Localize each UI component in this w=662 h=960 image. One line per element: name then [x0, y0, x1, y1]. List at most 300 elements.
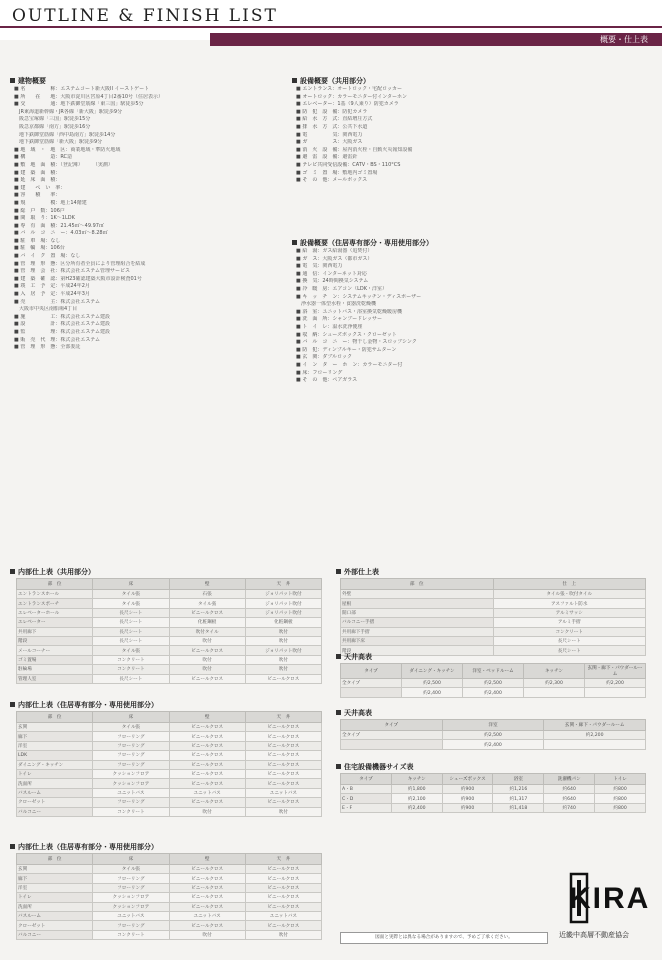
- table-cell: [341, 740, 443, 749]
- table-cell: アルミ手摺: [493, 618, 646, 627]
- column-header: 浴室: [493, 774, 544, 785]
- table-cell: 開口部: [341, 608, 494, 617]
- table-cell: C・D: [341, 794, 392, 803]
- spec-row: [296, 177, 652, 185]
- table-cell: 約640: [544, 785, 595, 794]
- spec-label: ■ 駐 車 場: [14, 237, 46, 244]
- table-cell: [544, 740, 646, 749]
- column-header: 天 井: [245, 712, 321, 723]
- column-header: 壁: [169, 579, 245, 590]
- table-row: [341, 599, 646, 608]
- table-cell: 約800: [595, 794, 646, 803]
- table-cell: ユニットバス: [245, 788, 321, 797]
- table-cell: 約900: [442, 785, 493, 794]
- spec-row: [14, 109, 284, 117]
- equipment-size-table: [340, 773, 646, 813]
- table-cell: 約640: [544, 794, 595, 803]
- spec-row: [14, 154, 284, 162]
- ceiling-height-b-title: 天井高表: [336, 708, 372, 718]
- table-cell: ビニールクロス: [245, 741, 321, 750]
- table-cell: ビニールクロス: [169, 608, 245, 617]
- table-cell: ジョリパット吹付: [245, 646, 321, 655]
- spec-label: ■ 竣 工 予 定: [14, 283, 56, 290]
- spec-label: ■ 管 理 会 社: [14, 268, 56, 275]
- building-outline-title: 建物概要: [10, 76, 46, 86]
- column-header: シューズボックス: [442, 774, 493, 785]
- table-cell: バルコニー: [17, 807, 93, 816]
- table-cell: 約2,400: [402, 688, 463, 697]
- spec-row: [296, 301, 652, 309]
- spec-label: ■ 建 ぺ い 率: [14, 184, 61, 191]
- table-cell: 約1,800: [391, 785, 442, 794]
- spec-row: [296, 124, 652, 132]
- table-cell: 全タイプ: [341, 731, 443, 740]
- table-cell: 共用廊下床: [341, 636, 494, 645]
- column-header: タイプ: [341, 664, 402, 679]
- spec-value: ：1K〜1LDK: [45, 215, 75, 222]
- spec-value: ：全部委託: [55, 344, 81, 351]
- spec-value: 阪急宝塚線「三国」駅徒歩15分: [14, 116, 91, 123]
- spec-label: ■ 管 理 形 態: [14, 344, 56, 351]
- table-cell: タイル張: [169, 599, 245, 608]
- spec-row: [14, 291, 284, 299]
- spec-value: ：物干し金物・スロップシンク: [347, 339, 417, 346]
- ceiling-height-a-table: [340, 663, 646, 698]
- table-cell: ゴミ置場: [17, 655, 93, 664]
- column-header: 天 井: [245, 579, 321, 590]
- finish-private-a-table: [16, 711, 322, 817]
- table-cell: バルコニー手摺: [341, 618, 494, 627]
- spec-value: ：: [55, 177, 61, 184]
- table-cell: 洋室: [17, 883, 93, 892]
- table-cell: タイル張・吹付タイル: [493, 590, 646, 599]
- spec-value: ：RC造: [55, 154, 73, 161]
- spec-row: [14, 116, 284, 124]
- spec-label: ■ 延 床 面 積: [14, 177, 56, 184]
- table-cell: 化粧鋼板: [169, 618, 245, 627]
- table-cell: ビニールクロス: [169, 865, 245, 874]
- table-cell: 階段: [17, 636, 93, 645]
- table-row: [17, 599, 322, 608]
- table-row: [17, 760, 322, 769]
- table-cell: ビニールクロス: [245, 798, 321, 807]
- table-cell: ビニールクロス: [245, 723, 321, 732]
- spec-row: [14, 299, 284, 307]
- spec-label: ■ 排 水 方 式: [296, 123, 338, 130]
- spec-value: ：株式会社エステム建設: [55, 329, 110, 335]
- table-cell: ビニールクロス: [169, 723, 245, 732]
- ceiling-height-b-table: [340, 719, 646, 750]
- table-cell: ビニールクロス: [245, 751, 321, 760]
- table-cell: ビニールクロス: [169, 779, 245, 788]
- spec-row: [14, 162, 284, 170]
- spec-row: [296, 309, 652, 317]
- spec-row: [14, 192, 284, 200]
- spec-label: ■ 給 湯: [296, 248, 318, 254]
- table-cell: ビニールクロス: [245, 769, 321, 778]
- table-cell: 吹付: [245, 655, 321, 664]
- spec-row: [296, 354, 652, 362]
- table-cell: コンクリート: [493, 627, 646, 636]
- spec-value: ：避雷針: [337, 154, 358, 161]
- spec-row: [14, 276, 284, 284]
- table-cell: メールコーナー: [17, 646, 93, 655]
- spec-value: ：防犯カメラ: [337, 108, 368, 115]
- table-row: [17, 865, 322, 874]
- table-cell: フローリング: [93, 732, 169, 741]
- table-row: [341, 618, 646, 627]
- column-header: ダイニング・キッチン: [402, 664, 463, 679]
- table-cell: 約1,317: [493, 794, 544, 803]
- header-band: [210, 33, 662, 46]
- table-cell: コンクリート: [93, 665, 169, 674]
- spec-value: ：株式会社エステム: [55, 298, 100, 305]
- spec-label: ■ 地 域 ・ 地 区: [14, 146, 66, 153]
- table-row: [17, 618, 322, 627]
- table-cell: 吹付: [245, 636, 321, 645]
- column-header: 玄関・廊下・パウダールーム: [544, 720, 646, 731]
- table-cell: 約2,400: [391, 803, 442, 812]
- table-cell: 約2,500: [442, 731, 544, 740]
- table-cell: ビニールクロス: [169, 674, 245, 683]
- building-outline-list: [14, 86, 284, 352]
- spec-row: [14, 329, 284, 337]
- table-cell: フローリング: [93, 798, 169, 807]
- spec-label: ■ 販 売 代 理: [14, 336, 56, 343]
- table-cell: 石張: [169, 590, 245, 599]
- table-cell: 共用廊下手摺: [341, 627, 494, 636]
- spec-value: ：: [55, 192, 61, 199]
- spec-label: ■ バ ル コ ニ ー: [296, 339, 348, 346]
- spec-row: [14, 94, 284, 102]
- table-cell: ユニットバス: [169, 911, 245, 920]
- spec-row: [14, 139, 284, 147]
- spec-value: ：ダブルロック: [317, 354, 353, 361]
- table-cell: 外壁: [341, 590, 494, 599]
- table-cell: ビニールクロス: [169, 798, 245, 807]
- spec-label: ■ 売 主: [14, 298, 56, 305]
- spec-label: ■ そ の 他: [296, 177, 328, 184]
- spec-label: ■ ガ ス: [296, 139, 338, 146]
- table-cell: コンクリート: [93, 807, 169, 816]
- table-cell: 廊下: [17, 874, 93, 883]
- spec-row: [14, 185, 284, 193]
- table-row: [17, 911, 322, 920]
- table-cell: 長尺シート: [93, 627, 169, 636]
- spec-label: ■ オートロック: [296, 93, 333, 100]
- spec-label: ■ 換 気: [296, 278, 318, 285]
- spec-value: ：106台: [45, 245, 65, 252]
- spec-value: 地下鉄御堂筋線「西中島南方」駅徒歩14分: [14, 131, 116, 138]
- table-cell: A・B: [341, 785, 392, 794]
- table-row: [17, 930, 322, 939]
- table-row: [341, 590, 646, 599]
- table-cell: ユニットバス: [93, 788, 169, 797]
- spec-label: ■ そ の 他: [296, 377, 328, 384]
- table-cell: 洗面所: [17, 902, 93, 911]
- spec-row: [296, 101, 652, 109]
- table-cell: ユニットバス: [93, 911, 169, 920]
- table-cell: タイル張: [93, 599, 169, 608]
- table-cell: [341, 688, 402, 697]
- table-cell: 約800: [595, 785, 646, 794]
- table-cell: 屋根: [341, 599, 494, 608]
- table-cell: エレベーター: [17, 618, 93, 627]
- spec-value: ：フローリング: [307, 369, 343, 376]
- spec-label: ■ エントランス: [296, 86, 333, 92]
- spec-row: [296, 370, 652, 378]
- table-cell: トイレ: [17, 893, 93, 902]
- spec-row: [14, 306, 284, 314]
- table-row: [341, 636, 646, 645]
- table-cell: ビニールクロス: [169, 646, 245, 655]
- table-cell: ビニールクロス: [245, 921, 321, 930]
- spec-row: [14, 337, 284, 345]
- table-cell: 約740: [544, 803, 595, 812]
- table-cell: エレベーターホール: [17, 608, 93, 617]
- spec-row: [14, 253, 284, 261]
- spec-row: [14, 124, 284, 132]
- spec-row: [296, 362, 652, 370]
- table-cell: LDK: [17, 751, 93, 760]
- exterior-finish-title: 外部仕上表: [336, 567, 379, 577]
- column-header: 洗濯機パン: [544, 774, 595, 785]
- spec-value: ：（登記簿） （実測）: [55, 161, 113, 168]
- kira-logo: [553, 868, 653, 948]
- column-header: 床: [93, 712, 169, 723]
- spec-label: ■ 設 計: [14, 321, 56, 328]
- spec-value: ：4.03㎡〜8.28㎡: [65, 230, 108, 237]
- spec-row: [14, 132, 284, 140]
- spec-row: [296, 248, 652, 256]
- spec-label: ■ 避 雷 設 備: [296, 154, 338, 161]
- spec-value: ：カラーモニター付: [357, 361, 403, 368]
- table-cell: 約900: [442, 803, 493, 812]
- table-row: [17, 732, 322, 741]
- table-cell: ビニールクロス: [245, 732, 321, 741]
- spec-value: ：1基（9人乗り）防犯カメラ: [332, 101, 399, 108]
- table-row: [341, 679, 646, 688]
- table-cell: 吹付: [245, 930, 321, 939]
- spec-label: ■ 床: [296, 369, 308, 376]
- spec-value: ：第H23確認建築大阪市設計検査01号: [55, 275, 142, 282]
- spec-value: ：大阪ガス（都市ガス）: [317, 255, 373, 262]
- table-row: [17, 636, 322, 645]
- table-row: [17, 646, 322, 655]
- spec-value: ：ディンプルキー・防犯サムターン: [317, 346, 397, 353]
- spec-row: [296, 377, 652, 385]
- table-row: [17, 608, 322, 617]
- column-header: 洋室: [442, 720, 544, 731]
- table-header-row: [341, 774, 646, 785]
- spec-label: ■ 建 築 面 積: [14, 169, 56, 176]
- equipment-size-title: 住宅設備機器サイズ表: [336, 762, 413, 772]
- table-cell: フローリング: [93, 883, 169, 892]
- table-row: [17, 627, 322, 636]
- column-header: キッチン: [524, 664, 585, 679]
- table-cell: ビニールクロス: [169, 902, 245, 911]
- spec-value: ：地上14階建: [55, 199, 87, 206]
- spec-row: [14, 344, 284, 352]
- spec-label: ■ 規 模: [14, 199, 56, 206]
- table-cell: 長尺シート: [493, 646, 646, 655]
- spec-label: ■ 所 在 地: [14, 93, 56, 100]
- table-cell: ビニールクロス: [169, 741, 245, 750]
- table-row: [341, 688, 646, 697]
- spec-row: [296, 347, 652, 355]
- table-cell: 吹付: [245, 807, 321, 816]
- table-cell: 吹付: [169, 665, 245, 674]
- column-header: 部 位: [17, 712, 93, 723]
- spec-value: ：CATV・BS・110°CS: [347, 161, 401, 168]
- table-row: [17, 874, 322, 883]
- table-cell: ジョリパット吹付: [245, 599, 321, 608]
- table-cell: 約2,400: [463, 688, 524, 697]
- spec-row: [296, 170, 652, 178]
- table-cell: ビニールクロス: [245, 674, 321, 683]
- spec-value: ：メールボックス: [327, 177, 368, 184]
- column-header: 部 位: [17, 579, 93, 590]
- spec-label: ■ ゴ ミ 置 場: [296, 169, 338, 176]
- spec-row: [296, 324, 652, 332]
- spec-label: ■ 電 気: [296, 131, 338, 138]
- table-cell: ダイニング・キッチン: [17, 760, 93, 769]
- table-cell: ユニットバス: [245, 911, 321, 920]
- column-header: 部 位: [341, 579, 494, 590]
- spec-value: ：21.45㎡〜49.97㎡: [55, 222, 104, 229]
- table-row: [17, 902, 322, 911]
- table-cell: フローリング: [93, 760, 169, 769]
- spec-value: ：エアコン（LDK・洋室）: [327, 285, 387, 292]
- spec-value: ：関西電力: [317, 263, 343, 270]
- table-cell: 吹付タイル: [169, 627, 245, 636]
- table-cell: アスファルト防水: [493, 599, 646, 608]
- spec-row: [296, 278, 652, 286]
- spec-value: ：106戸: [45, 207, 65, 214]
- spec-row: [14, 230, 284, 238]
- column-header: トイレ: [595, 774, 646, 785]
- spec-value: ：ガス給湯器（追焚付）: [317, 248, 373, 254]
- spec-row: [14, 200, 284, 208]
- table-row: [341, 803, 646, 812]
- table-cell: 長尺シート: [493, 636, 646, 645]
- spec-label: ■ バ ル コ ニ ー: [14, 230, 66, 237]
- table-cell: コンクリート: [93, 655, 169, 664]
- finish-private-b-title: 内部仕上表（住居専有部分・専用使用部分）: [10, 842, 158, 852]
- spec-value: ：敷地内ゴミ置場: [337, 169, 378, 176]
- table-row: [341, 740, 646, 749]
- spec-row: [296, 271, 652, 279]
- spec-label: ■ 玄 関: [296, 354, 318, 361]
- table-cell: 長尺シート: [93, 618, 169, 627]
- spec-row: [296, 332, 652, 340]
- table-cell: ビニールクロス: [169, 751, 245, 760]
- column-header: タイプ: [341, 774, 392, 785]
- spec-label: ■ 名 称: [14, 86, 56, 92]
- table-cell: ビニールクロス: [245, 865, 321, 874]
- ceiling-height-a-title: 天井高表: [336, 652, 372, 662]
- table-cell: フローリング: [93, 741, 169, 750]
- table-cell: バルコニー: [17, 930, 93, 939]
- table-cell: ビニールクロス: [169, 883, 245, 892]
- page-header: [0, 0, 662, 44]
- table-cell: 吹付: [169, 807, 245, 816]
- spec-label: ■ 防 犯: [296, 346, 318, 353]
- spec-value: ：ユニットバス・浴室換気乾燥暖房機: [317, 308, 403, 315]
- table-cell: ビニールクロス: [245, 893, 321, 902]
- table-cell: ビニールクロス: [169, 769, 245, 778]
- spec-label: ■ 洗 面 所: [296, 316, 328, 323]
- spec-row: [296, 286, 652, 294]
- table-row: [341, 646, 646, 655]
- table-cell: ビニールクロス: [169, 732, 245, 741]
- spec-value: ：カラーモニター付インターホン: [332, 93, 408, 100]
- spec-row: [14, 170, 284, 178]
- spec-row: [296, 316, 652, 324]
- spec-label: ■ 間 取 り: [14, 215, 46, 222]
- table-cell: アルミサッシ: [493, 608, 646, 617]
- spec-value: ：平成24年3月: [55, 291, 90, 298]
- spec-label: ■ エレベーター: [296, 101, 333, 108]
- spec-label: ■ 監 理: [14, 329, 56, 335]
- table-cell: 約2,500: [463, 679, 524, 688]
- spec-row: [296, 94, 652, 102]
- table-header-row: [341, 579, 646, 590]
- table-cell: フローリング: [93, 921, 169, 930]
- spec-label: ■ 専 有 面 積: [14, 222, 56, 229]
- header-divider: [0, 26, 662, 28]
- spec-row: [14, 101, 284, 109]
- spec-row: [14, 223, 284, 231]
- spec-label: ■ バ イ ク 置 場: [14, 253, 66, 260]
- table-row: [17, 893, 322, 902]
- logo-text: KIRA: [569, 882, 651, 915]
- spec-row: [14, 147, 284, 155]
- column-header: 洋室・ベッドルーム: [463, 664, 524, 679]
- table-cell: ユニットバス: [169, 788, 245, 797]
- column-header: 壁: [169, 854, 245, 865]
- spec-row: [296, 162, 652, 170]
- spec-row: [296, 147, 652, 155]
- spec-row: [14, 283, 284, 291]
- table-cell: 吹付: [245, 665, 321, 674]
- column-header: 天 井: [245, 854, 321, 865]
- spec-row: [14, 86, 284, 94]
- spec-value: ：オートロック・宅配ロッカー: [332, 86, 402, 92]
- table-cell: 約2,200: [544, 731, 646, 740]
- spec-value: 大阪市中央区南船場4丁目: [14, 306, 78, 313]
- table-cell: 約800: [595, 803, 646, 812]
- spec-label: ■ テレビ共同受信設備: [296, 161, 348, 168]
- table-cell: ビニールクロス: [245, 779, 321, 788]
- spec-value: ：システムキッチン・ディスポーザー: [337, 293, 422, 300]
- finish-common-table: [16, 578, 322, 684]
- table-cell: 長尺シート: [93, 636, 169, 645]
- spec-label: ■ 消 火 設 備: [296, 146, 338, 153]
- spec-row: [296, 116, 652, 124]
- table-cell: 約2,400: [442, 740, 544, 749]
- table-cell: 廊下: [17, 732, 93, 741]
- spec-label: ■ イ ン タ ー ホ ン: [296, 361, 358, 368]
- spec-row: [296, 256, 652, 264]
- table-cell: 吹付: [245, 627, 321, 636]
- spec-row: [296, 263, 652, 271]
- table-cell: ビニールクロス: [169, 921, 245, 930]
- spec-row: [14, 261, 284, 269]
- table-cell: 吹付: [169, 930, 245, 939]
- spec-value: ：屋内消火栓・自動火災報知設備: [337, 146, 413, 153]
- table-cell: タイル張: [93, 723, 169, 732]
